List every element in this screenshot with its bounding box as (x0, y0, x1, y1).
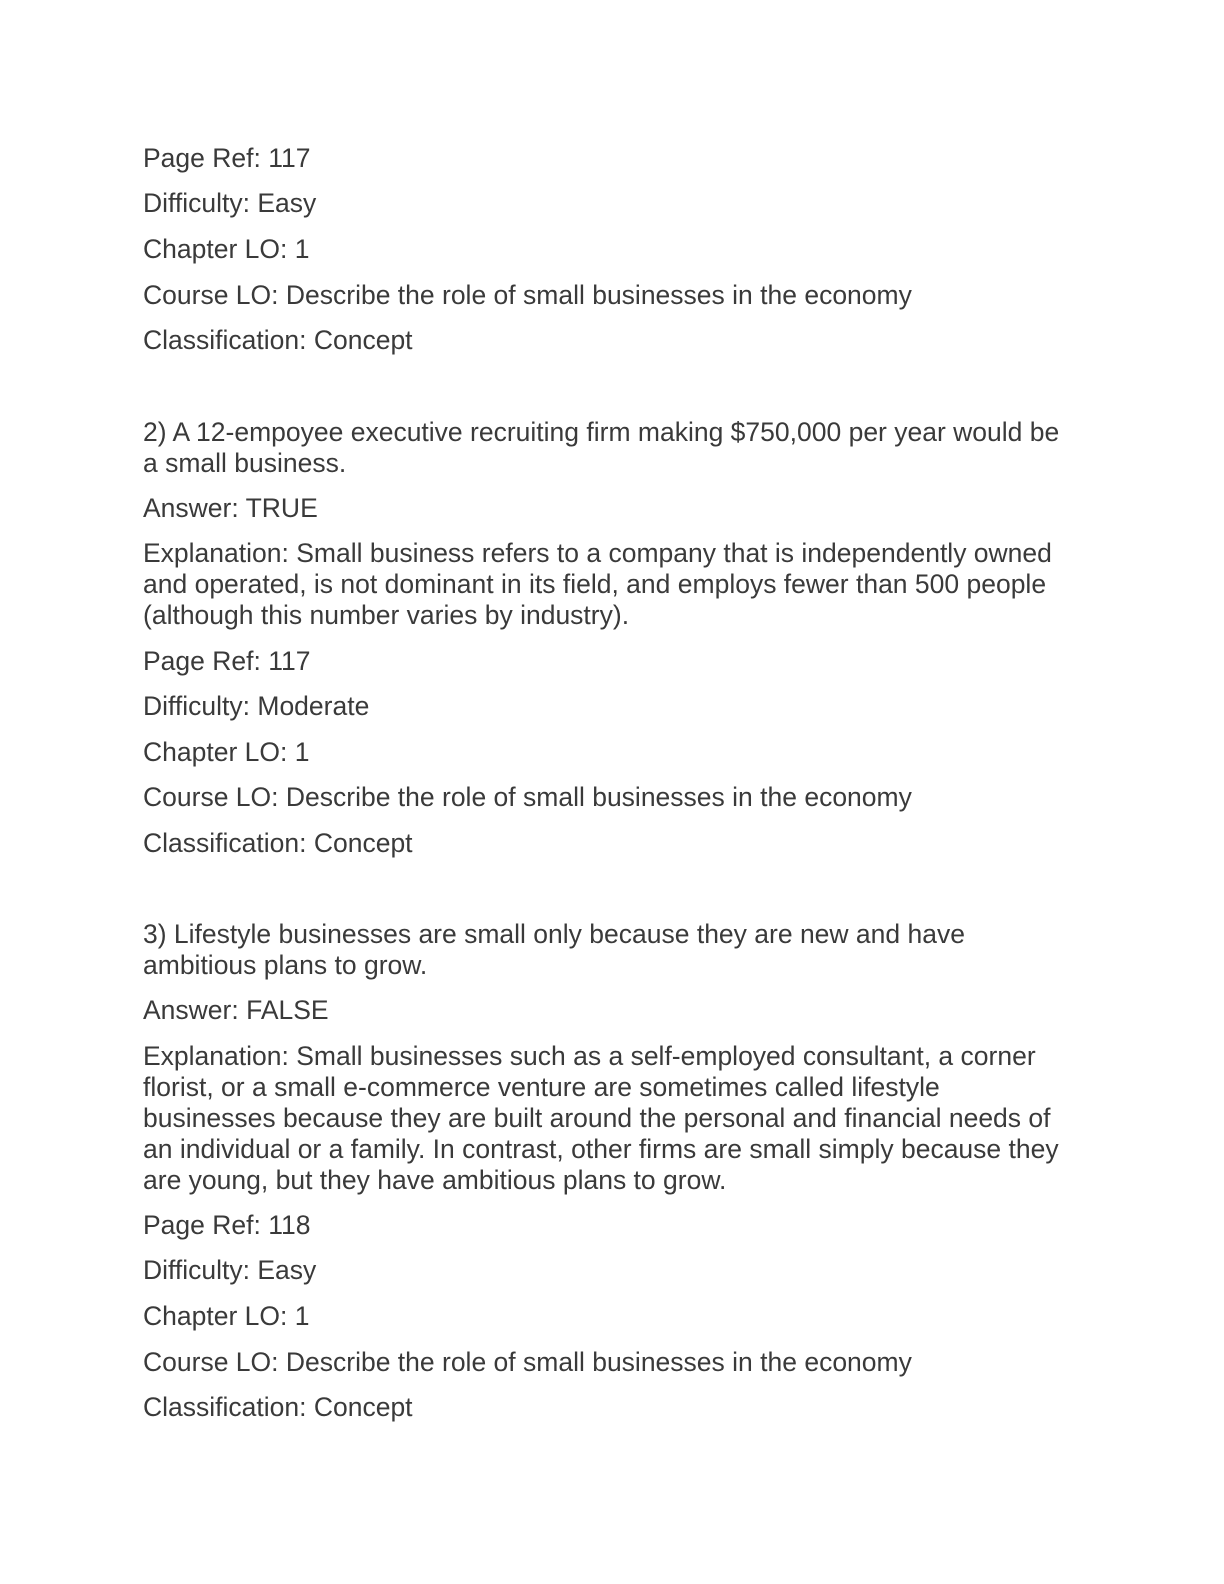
question-2-chapter-lo: Chapter LO: 1 (143, 737, 310, 767)
chapter-lo: Chapter LO: 1 (143, 234, 310, 264)
course-lo: Course LO: Describe the role of small businesses in the economy (143, 280, 912, 310)
page-ref: Page Ref: 117 (143, 143, 311, 173)
question-3-classification: Classification: Concept (143, 1392, 413, 1422)
question-3-difficulty: Difficulty: Easy (143, 1255, 317, 1285)
question-3-explanation: Explanation: Small businesses such as a self-employed consultant, a corner florist, or a small e-commerce venture are sometimes called lifestyle businesses because they are built around the personal and financial needs of an individual or a family. In contrast, other firms are small simply because they are young, but they have ambitious plans to grow. (143, 1041, 1059, 1195)
question-3-answer: Answer: FALSE (143, 995, 329, 1025)
question-3-text: 3) Lifestyle businesses are small only because they are new and have ambitious plans to grow. (143, 919, 965, 980)
question-2-page-ref: Page Ref: 117 (143, 646, 311, 676)
question-3-course-lo: Course LO: Describe the role of small businesses in the economy (143, 1347, 912, 1377)
question-2-difficulty: Difficulty: Moderate (143, 691, 370, 721)
question-3-chapter-lo: Chapter LO: 1 (143, 1301, 310, 1331)
question-2-course-lo: Course LO: Describe the role of small businesses in the economy (143, 782, 912, 812)
question-2-classification: Classification: Concept (143, 828, 413, 858)
question-2-answer: Answer: TRUE (143, 493, 318, 523)
question-2-text: 2) A 12-empoyee executive recruiting firm making $750,000 per year would be a small business. (143, 417, 1060, 478)
question-3-page-ref: Page Ref: 118 (143, 1210, 311, 1240)
classification: Classification: Concept (143, 325, 413, 355)
difficulty: Difficulty: Easy (143, 188, 317, 218)
question-2-explanation: Explanation: Small business refers to a company that is independently owned and operated, is not dominant in its field, and employs fewer than 500 people (although this number varies by industry). (143, 538, 1052, 630)
